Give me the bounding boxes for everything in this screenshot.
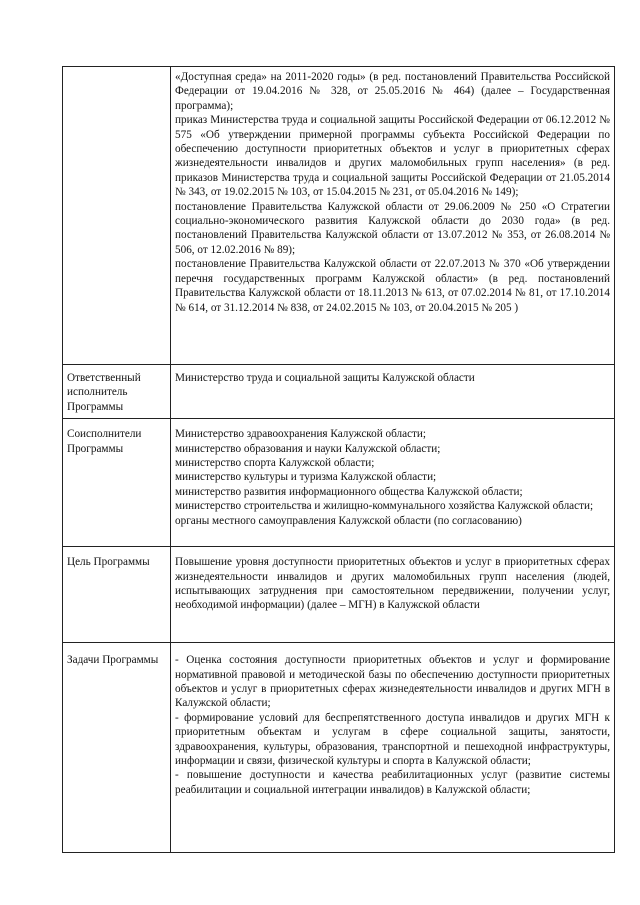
- table-row: [63, 419, 615, 547]
- row-label-program-goal: Цель Программы: [63, 547, 171, 643]
- list-item: - формирование условий для беспрепятственного доступа инвалидов и других МГН к приоритетным объектам и услугам в сфере социальной защиты, занятости, здравоохранения, культуры, образования, транспортной и пешеходной инфраструктуры, информации и связи, физической культуры и спорта в Калужской области;: [175, 711, 610, 768]
- row-label-program-tasks: Задачи Программы: [63, 643, 171, 853]
- row-label-responsible-executor: Ответственный исполнитель Программы: [63, 365, 171, 419]
- row-value-co-executors: [171, 419, 615, 547]
- paragraph: «Доступная среда» на 2011-2020 годы» (в ред. постановлений Правительства Российской Федерации от 19.04.2016 № 328, от 25.05.2016 № 464) (далее – Государственная программа);: [175, 71, 610, 112]
- row-label: [63, 67, 171, 365]
- paragraph: постановление Правительства Калужской области от 22.07.2013 № 370 «Об утверждении перечня государственных программ Калужской области» (в ред. постановлений Правительства Калужской области от 18.11.2013 № 613, от 07.02.2014 № 81, от 17.10.2014 № 614, от 31.12.2014 № 838, от 24.02.2015 № 103, от 20.04.2015 № 205 ): [175, 258, 610, 314]
- row-value-responsible-executor: [171, 365, 615, 419]
- list-item: министерство развития информационного общества Калужской области;: [175, 485, 523, 498]
- list-item: - повышение доступности и качества реабилитационных услуг (развитие системы реабилитации и социальной интеграции инвалидов) в Калужской области;: [175, 769, 610, 796]
- table-row: [63, 67, 615, 365]
- table-row: [63, 547, 615, 643]
- list-item: министерство культуры и туризма Калужской области;: [175, 471, 437, 484]
- list-item: - Оценка состояния доступности приоритетных объектов и услуг и формирование нормативной правовой и методической базы по обеспечению доступности приоритетных объектов и услуг в приоритетных сферах жизнедеятельности инвалидов и других МГН в Калужской области;: [175, 654, 610, 710]
- list-item: министерство образования и науки Калужской области;: [175, 442, 441, 455]
- list-item: министерство строительства и жилищно-коммунального хозяйства Калужской области;: [175, 500, 594, 513]
- list-item: органы местного самоуправления Калужской области (по согласованию): [175, 514, 522, 527]
- row-value-program-goal: [171, 547, 615, 643]
- paragraph: Министерство труда и социальной защиты Калужской области: [175, 372, 475, 384]
- list-item: министерство спорта Калужской области;: [175, 457, 375, 470]
- table-row: [63, 643, 615, 853]
- paragraph: Повышение уровня доступности приоритетных объектов и услуг в приоритетных сферах жизнедеятельности инвалидов и других маломобильных групп населения (людей, испытывающих затруднения при самостоятельном передвижении, получении услуг, необходимой информации) (далее – МГН) в Калужской области: [175, 556, 610, 612]
- program-passport-table: [62, 66, 615, 853]
- paragraph: постановление Правительства Калужской области от 29.06.2009 № 250 «О Стратегии социально-экономического развития Калужской области до 2030 года» (в ред. постановлений Правительства Калужской области от 13.07.2012 № 353, от 26.08.2014 № 506, от 12.02.2016 № 89);: [175, 200, 610, 256]
- row-value-program-tasks: [171, 643, 615, 853]
- paragraph: приказ Министерства труда и социальной защиты Российской Федерации от 06.12.2012 № 575 «Об утверждении примерной программы субъекта Российской Федерации по обеспечению доступности приоритетных объектов и услуг в приоритетных сферах жизнедеятельности инвалидов и других маломобильных групп населения» (в ред. приказов Министерства труда и социальной защиты Российской Федерации от 21.05.2014 № 343, от 19.02.2015 № 103, от 15.04.2015 № 231, от 05.04.2016 № 149);: [175, 114, 610, 199]
- table-row: [63, 365, 615, 419]
- row-value-legal-basis: [171, 67, 615, 365]
- list-item: Министерство здравоохранения Калужской области;: [175, 428, 427, 441]
- row-label-co-executors: Соисполнители Программы: [63, 419, 171, 547]
